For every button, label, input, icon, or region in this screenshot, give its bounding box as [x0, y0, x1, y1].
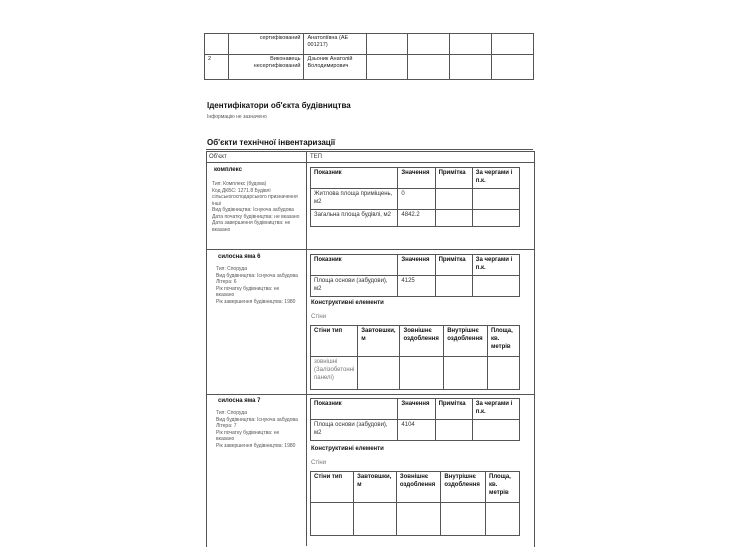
- object-details: [216, 410, 306, 449]
- table-row: [311, 255, 520, 276]
- tep-table: [310, 167, 520, 227]
- constructive-elements-title: Конструктивні елементи: [311, 300, 384, 306]
- row-number: 2: [205, 55, 229, 80]
- table-row: [311, 399, 520, 420]
- row-number: [205, 34, 229, 55]
- detail-line: сільськогосподарського призначення: [212, 194, 298, 200]
- tep-label: Площа основи (забудови), м2: [311, 420, 398, 441]
- detail-line: Рік початку будівництва: не: [216, 285, 280, 292]
- column-header: За чергами і п.к.: [472, 168, 519, 189]
- walls-table: [310, 471, 520, 536]
- detail-line: Дата завершення будівництва: не: [212, 220, 291, 226]
- table-row: [311, 357, 520, 390]
- divider: [206, 249, 534, 250]
- tep-value: 4842.2: [398, 210, 435, 227]
- column-header: Зовнішнє оздоблення: [396, 472, 441, 503]
- wall-type: зовнішні (Залізобетонні панелі): [311, 357, 358, 390]
- column-header: Примітка: [435, 399, 472, 420]
- divider: [206, 149, 533, 150]
- object-name: силосна яма 7: [218, 398, 261, 404]
- object-name: силосна яма 6: [218, 254, 261, 260]
- column-header: Стіни тип: [311, 472, 354, 503]
- tep-label: Житлова площа приміщень, м2: [311, 189, 398, 210]
- column-header: Площа, кв. метрів: [486, 472, 520, 503]
- detail-line: Тип: Комплекс (будова): [212, 181, 267, 187]
- executor-name: Анатоліївна (АЕ 001217): [304, 34, 366, 55]
- table-row: [311, 210, 520, 227]
- detail-line: Код ДКБС: 1271.8 Будівлі: [212, 187, 271, 194]
- table-row: [311, 276, 520, 297]
- column-header: Значення: [398, 168, 435, 189]
- column-header: Стіни тип: [311, 326, 358, 357]
- table-row: [205, 34, 534, 55]
- column-header: Значення: [398, 255, 435, 276]
- tep-table: [310, 398, 520, 441]
- column-header: Показник: [311, 399, 398, 420]
- detail-line: Дата початку будівництва: не вказано: [212, 213, 300, 220]
- divider: [206, 162, 534, 163]
- column-header: Завтовшки, м: [358, 326, 400, 357]
- col-object-header: Об'єкт: [209, 154, 227, 160]
- column-header: За чергами і п.к.: [472, 399, 519, 420]
- detail-line: Вид будівництва: Існуюча забудова: [212, 207, 294, 213]
- detail-line: Вид будівництва: Існуюча забудова: [216, 416, 298, 423]
- column-header: Внутрішнє оздоблення: [444, 326, 488, 357]
- detail-line: Рік завершення будівництва: 1980: [216, 442, 296, 449]
- tep-value: 4125: [398, 276, 435, 297]
- column-header: Примітка: [435, 168, 472, 189]
- tep-table: [310, 254, 520, 297]
- identifiers-note: Інформацію не зазначено: [207, 114, 267, 120]
- table-row: [311, 420, 520, 441]
- executor-role: сертифікований: [228, 34, 304, 55]
- column-header: Значення: [398, 399, 435, 420]
- object-details: [216, 266, 306, 305]
- column-header: Примітка: [435, 255, 472, 276]
- executors-table: [204, 33, 534, 80]
- inventory-title: Об'єкти технічної інвентаризації: [207, 138, 336, 147]
- column-header: Площа, кв. метрів: [487, 326, 519, 357]
- column-header: Завтовшки, м: [354, 472, 397, 503]
- detail-line: Рік початку будівництва: не: [216, 429, 280, 436]
- detail-line: Тип: Споруда: [216, 266, 247, 272]
- executor-role: Виконавець несертифікований: [228, 55, 304, 80]
- column-header: Показник: [311, 255, 398, 276]
- table-row: [311, 189, 520, 210]
- column-header: Зовнішнє оздоблення: [400, 326, 444, 357]
- detail-line: Літера: 7: [216, 423, 237, 429]
- detail-line: вказано: [216, 436, 235, 442]
- tep-label: Площа основи (забудови), м2: [311, 276, 398, 297]
- col-tep-header: ТЕП: [310, 154, 322, 160]
- detail-line: вказано: [212, 226, 231, 233]
- tep-value: 4104: [398, 420, 435, 441]
- constructive-elements-title: Конструктивні елементи: [311, 446, 384, 452]
- tep-label: Загальна площа будівлі, м2: [311, 210, 398, 227]
- detail-line: інші: [212, 200, 221, 207]
- divider: [206, 394, 534, 395]
- detail-line: Тип: Споруда: [216, 410, 247, 416]
- object-details: [212, 181, 304, 233]
- column-header: За чергами і п.к.: [472, 255, 519, 276]
- divider: [306, 151, 307, 546]
- detail-line: Рік завершення будівництва: 1980: [216, 298, 296, 305]
- column-header: Показник: [311, 168, 398, 189]
- detail-line: Літера: 6: [216, 279, 237, 285]
- table-row: [311, 472, 520, 503]
- walls-subtitle: Стіни: [311, 460, 327, 466]
- detail-line: Вид будівництва: Існуюча забудова: [216, 272, 298, 279]
- column-header: Внутрішнє оздоблення: [441, 472, 486, 503]
- tep-value: 0: [398, 189, 435, 210]
- executor-name: Дзьоник Анатолій Володимирович: [304, 55, 366, 80]
- table-row: [311, 326, 520, 357]
- table-row: [311, 503, 520, 536]
- identifiers-title: Ідентифікатори об'єкта будівництва: [207, 101, 351, 110]
- walls-subtitle: Стіни: [311, 314, 327, 320]
- walls-table: [310, 325, 520, 390]
- detail-line: вказано: [216, 292, 235, 298]
- table-row: [311, 168, 520, 189]
- table-row: [205, 55, 534, 80]
- object-name: комплекс: [214, 167, 242, 173]
